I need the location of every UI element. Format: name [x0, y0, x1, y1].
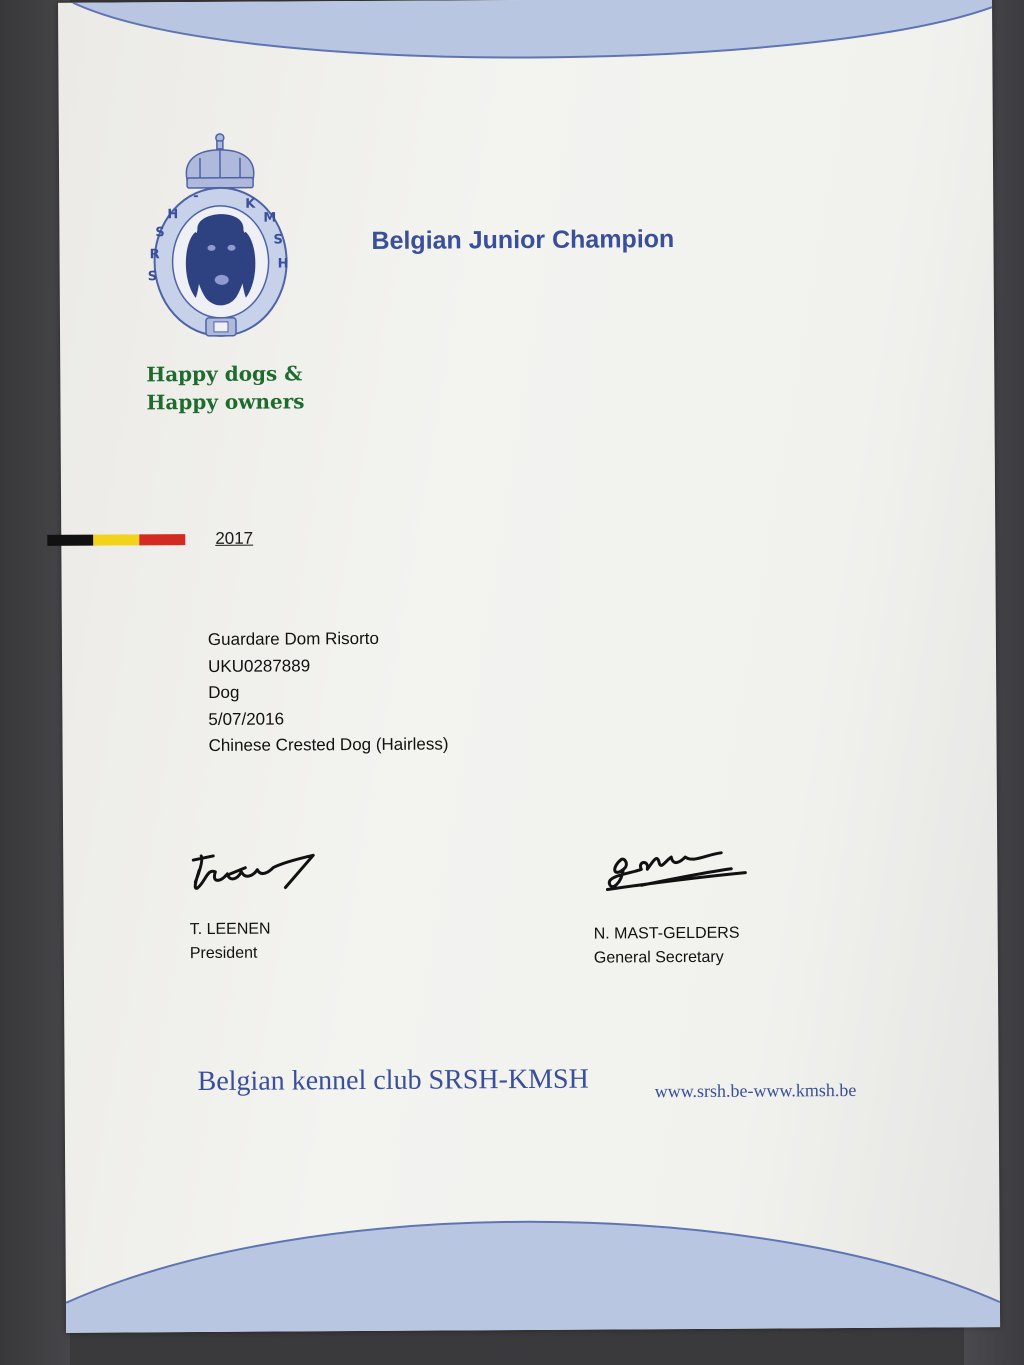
- certificate-paper: [58, 0, 1000, 1333]
- dog-name: Guardare Dom Risorto: [207, 628, 379, 649]
- secretary-signature: [601, 839, 751, 900]
- dog-sex: Dog: [208, 682, 240, 702]
- bottom-wave-decoration: [65, 1187, 1000, 1333]
- secretary-role: General Secretary: [593, 948, 724, 967]
- tagline-line-1: Happy dogs &: [146, 361, 303, 387]
- dog-details: [208, 628, 449, 762]
- certificate-year: 2017: [215, 528, 254, 548]
- certificate-title: Belgian Junior Champion: [371, 225, 675, 255]
- president-signature: [185, 841, 335, 902]
- dog-breed: Chinese Crested Dog (Hairless): [208, 734, 449, 755]
- president-name: T. LEENEN: [189, 920, 271, 939]
- srsh-kmsh-crest-logo: [145, 129, 296, 345]
- birth-date: 5/07/2016: [208, 708, 285, 729]
- crest-text: SRSH - KM S H: [147, 188, 289, 285]
- club-tagline: [146, 359, 304, 416]
- club-website: www.srsh.be-www.kmsh.be: [654, 1079, 857, 1102]
- top-wave-decoration: [58, 0, 992, 83]
- registration-number: UKU0287889: [208, 655, 311, 676]
- president-role: President: [189, 944, 258, 963]
- tagline-line-2: Happy owners: [146, 389, 305, 415]
- club-name: Belgian kennel club SRSH-KMSH: [197, 1063, 589, 1098]
- secretary-name: N. MAST-GELDERS: [593, 924, 740, 943]
- belgian-flag-stripe: [47, 534, 185, 546]
